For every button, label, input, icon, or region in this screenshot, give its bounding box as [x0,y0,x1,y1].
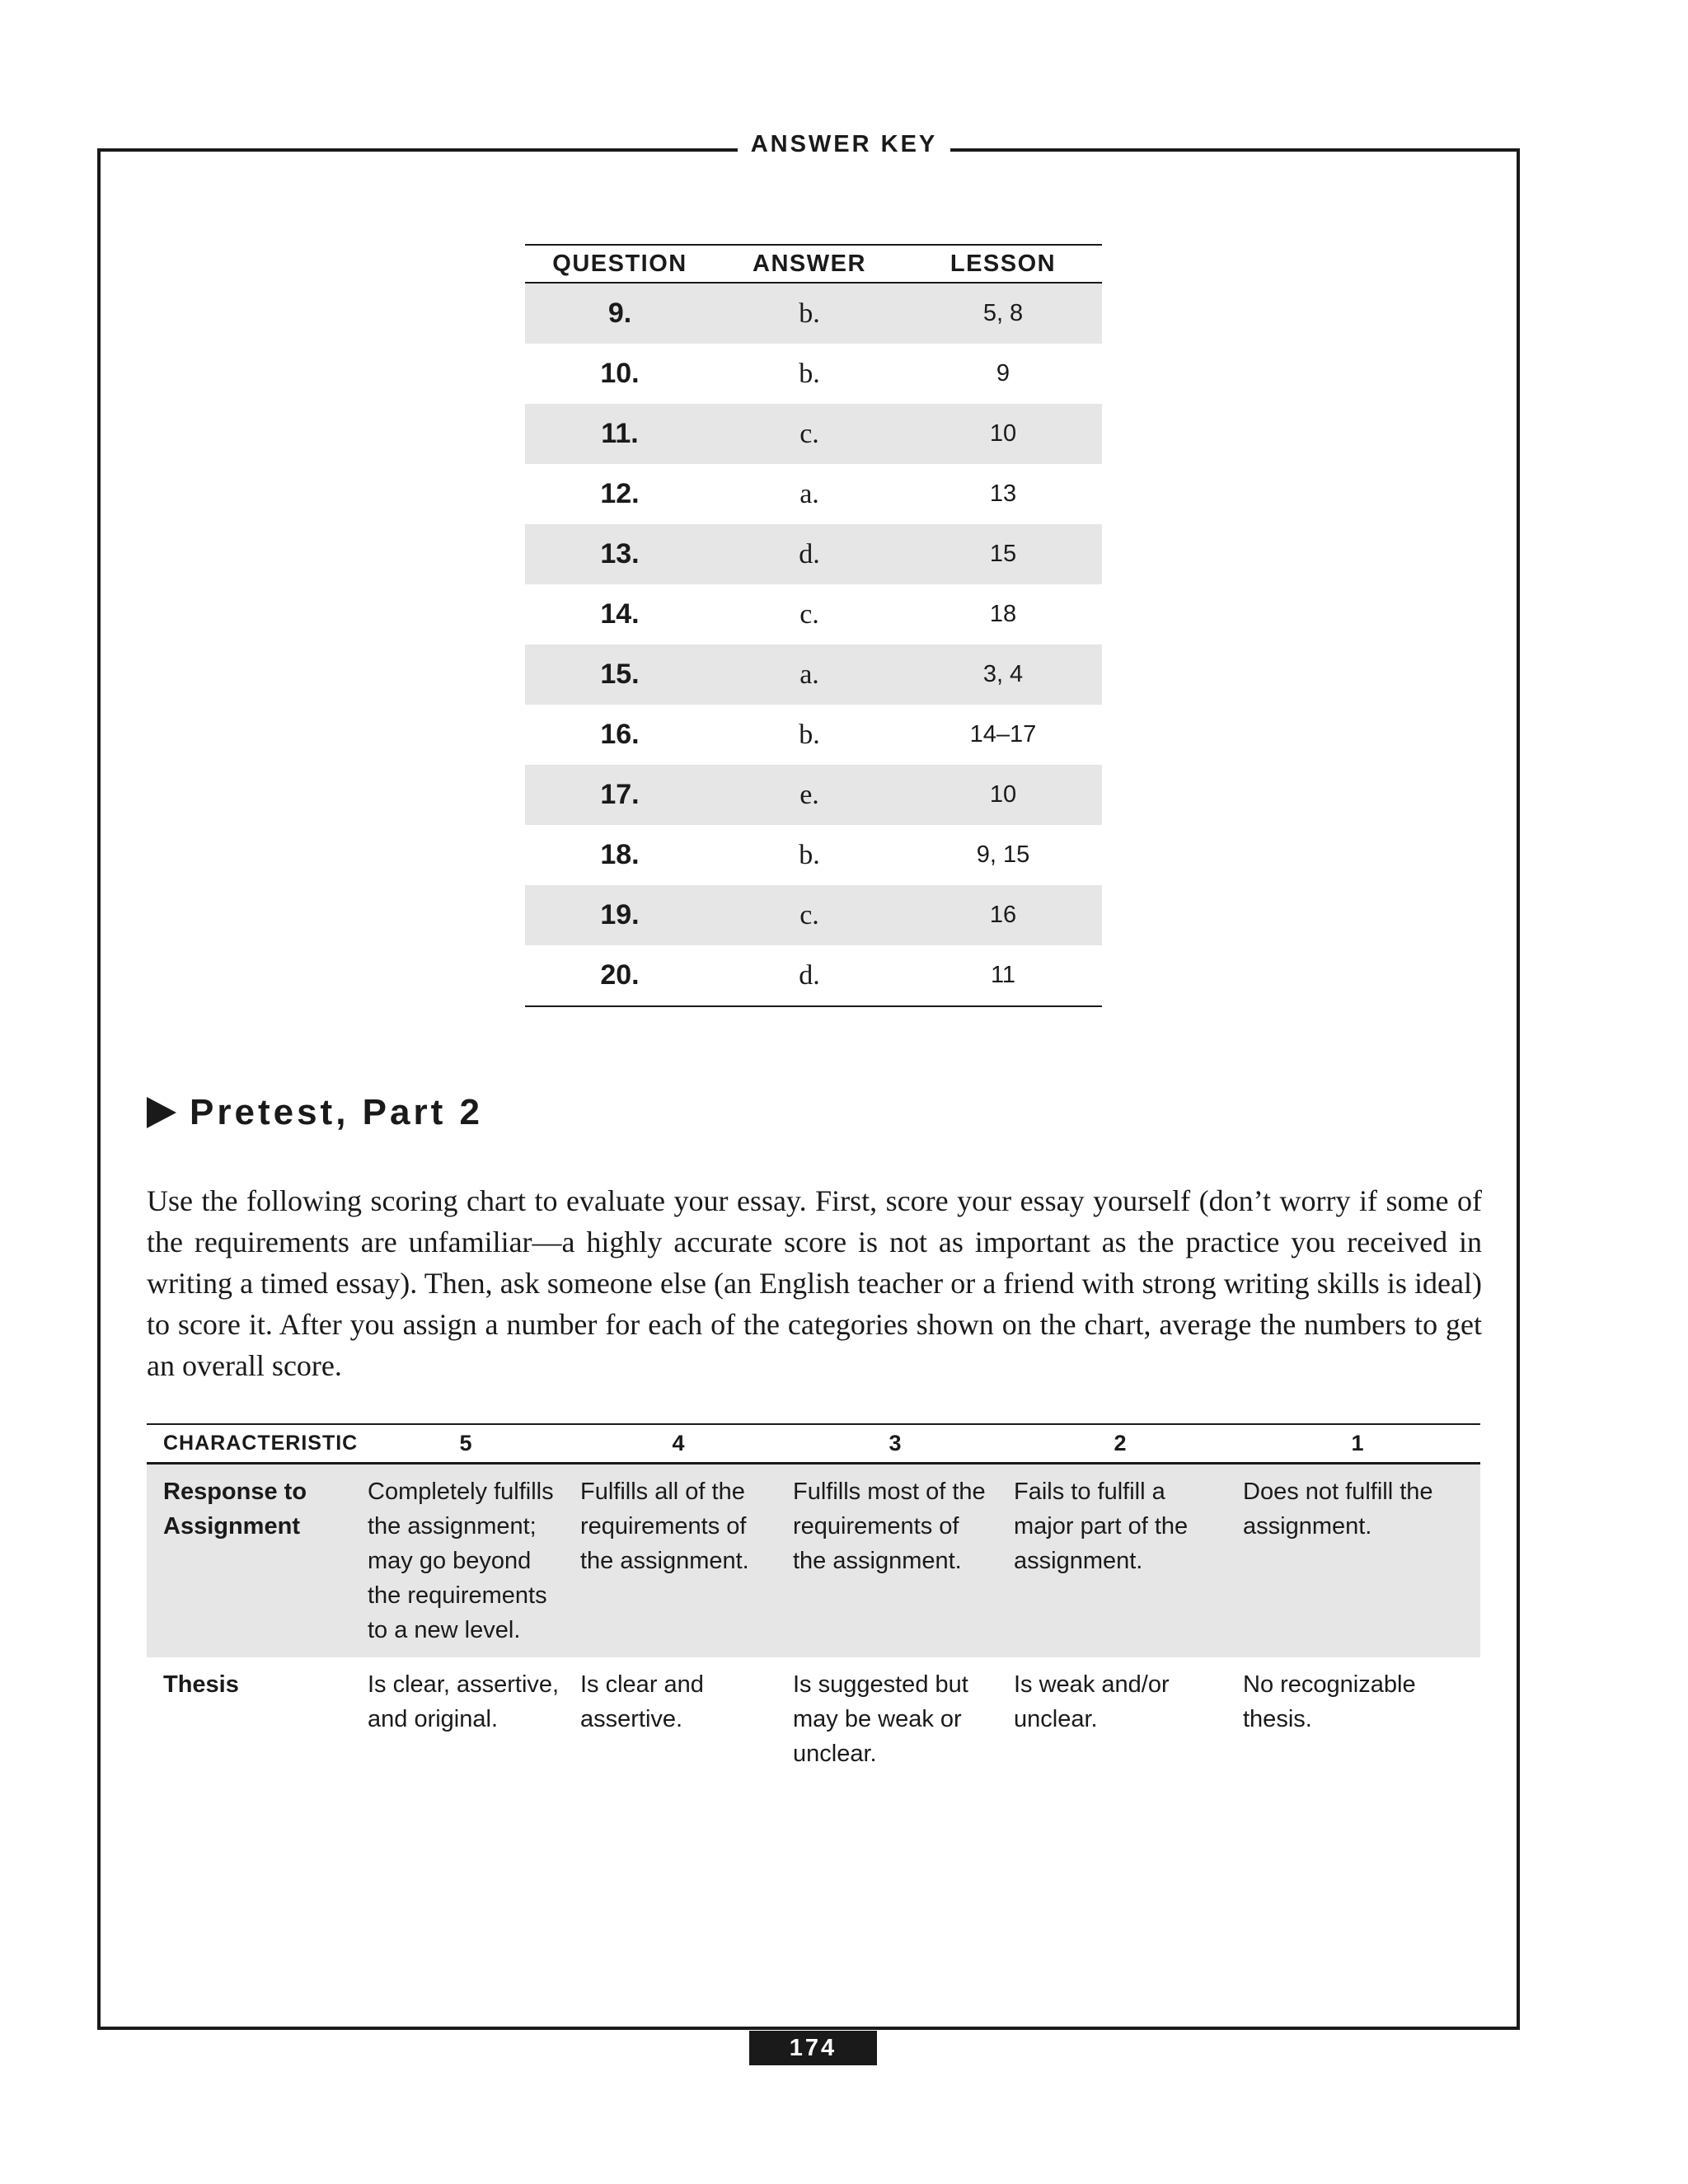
question-number: 14. [600,598,640,630]
column-header-score-5: 5 [359,1424,572,1464]
lesson-reference: 9 [996,360,1010,387]
answer-choice: a. [799,478,819,509]
lesson-reference: 10 [904,765,1102,825]
section-heading [147,1092,483,1133]
scoring-chart [147,1423,1480,1781]
answer-choice: d. [799,959,820,991]
score-description: Completely fulfills the assignment; may go beyond the requirements to a new level. [359,1464,572,1658]
lesson-reference: 16 [904,885,1102,945]
question-number: 9. [525,283,715,344]
lesson-reference: 10 [904,404,1102,464]
characteristic-label: Thesis [163,1671,239,1698]
column-header-lesson: LESSON [904,245,1102,283]
lesson-reference: 9, 15 [976,841,1030,868]
intro-paragraph: Use the following scoring chart to evaluate your essay. First, score your essay yourself (don’t worry if some of the requirements are unfamiliar—a highly accurate score is not as important as the practice you received in writing a timed essay). Then, ask someone else (an English teacher or a friend with strong writing skills is ideal) to score it. After you assign a number for each of the categories shown on the chart, average the numbers to get an overall score. [147,1184,1482,1382]
answer-choice: e. [715,765,904,825]
scoring-row [147,1464,1480,1658]
column-header-score-2: 2 [1006,1424,1235,1464]
question-number: 20. [600,959,640,991]
answer-choice: b. [799,839,820,870]
page-number: 174 [749,2031,877,2065]
triangle-bullet-icon [147,1097,176,1128]
answer-key-table [525,244,1102,1007]
answer-key-row [525,705,1102,765]
question-number: 17. [525,765,715,825]
question-number: 19. [525,885,715,945]
scoring-header-row [147,1424,1480,1464]
answer-key-row [525,765,1102,825]
column-header-score-3: 3 [785,1424,1006,1464]
answer-key-row [525,945,1102,1006]
question-number: 10. [600,358,640,389]
answer-key-row [525,464,1102,524]
answer-key-row [525,584,1102,644]
answer-choice: b. [799,358,820,389]
lesson-reference: 18 [989,601,1017,627]
score-description: Is clear, assertive, and original. [368,1671,560,1732]
answer-choice: c. [799,598,819,630]
answer-key-row [525,885,1102,945]
column-header-score-1: 1 [1235,1424,1480,1464]
answer-choice: b. [715,283,904,344]
answer-key-row [525,644,1102,705]
scoring-body [147,1464,1480,1782]
answer-choice: c. [715,885,904,945]
score-description: Fails to fulfill a major part of the assignment. [1006,1464,1235,1658]
score-description: Is suggested but may be weak or unclear. [793,1671,968,1767]
answer-choice: a. [715,644,904,705]
lesson-reference: 15 [904,524,1102,584]
question-number: 11. [525,404,715,464]
question-number: 15. [525,644,715,705]
characteristic-label: Response to Assignment [147,1464,359,1658]
lesson-reference: 13 [989,480,1017,507]
scoring-row [147,1657,1480,1781]
header-label: ANSWER KEY [738,131,951,158]
score-description: Fulfills most of the requirements of the assignment. [785,1464,1006,1658]
lesson-reference: 3, 4 [904,644,1102,705]
answer-key-row [525,524,1102,584]
section-title: Pretest, Part 2 [190,1092,483,1132]
score-description: Is clear and assertive. [580,1671,704,1732]
answer-choice: b. [799,719,820,750]
answer-key-row [525,825,1102,885]
score-description: Is weak and/or unclear. [1014,1671,1170,1732]
question-number: 13. [525,524,715,584]
answer-key-row [525,404,1102,464]
score-description: Does not fulfill the assignment. [1235,1464,1480,1658]
column-header-question: QUESTION [525,245,715,283]
column-header-answer: ANSWER [715,245,904,283]
score-description: No recognizable thesis. [1243,1671,1416,1732]
answer-choice: d. [715,524,904,584]
answer-key-row [525,344,1102,404]
column-header-characteristic: CHARACTERISTIC [147,1424,359,1464]
answer-key-row [525,283,1102,344]
question-number: 12. [600,478,640,509]
question-number: 18. [600,839,640,870]
lesson-reference: 11 [990,962,1016,988]
lesson-reference: 5, 8 [904,283,1102,344]
score-description: Fulfills all of the requirements of the assignment. [572,1464,785,1658]
answer-key-body [525,283,1102,1006]
column-header-score-4: 4 [572,1424,785,1464]
answer-key-header-row [525,245,1102,283]
question-number: 16. [600,719,640,750]
answer-choice: c. [715,404,904,464]
lesson-reference: 14–17 [969,721,1037,748]
